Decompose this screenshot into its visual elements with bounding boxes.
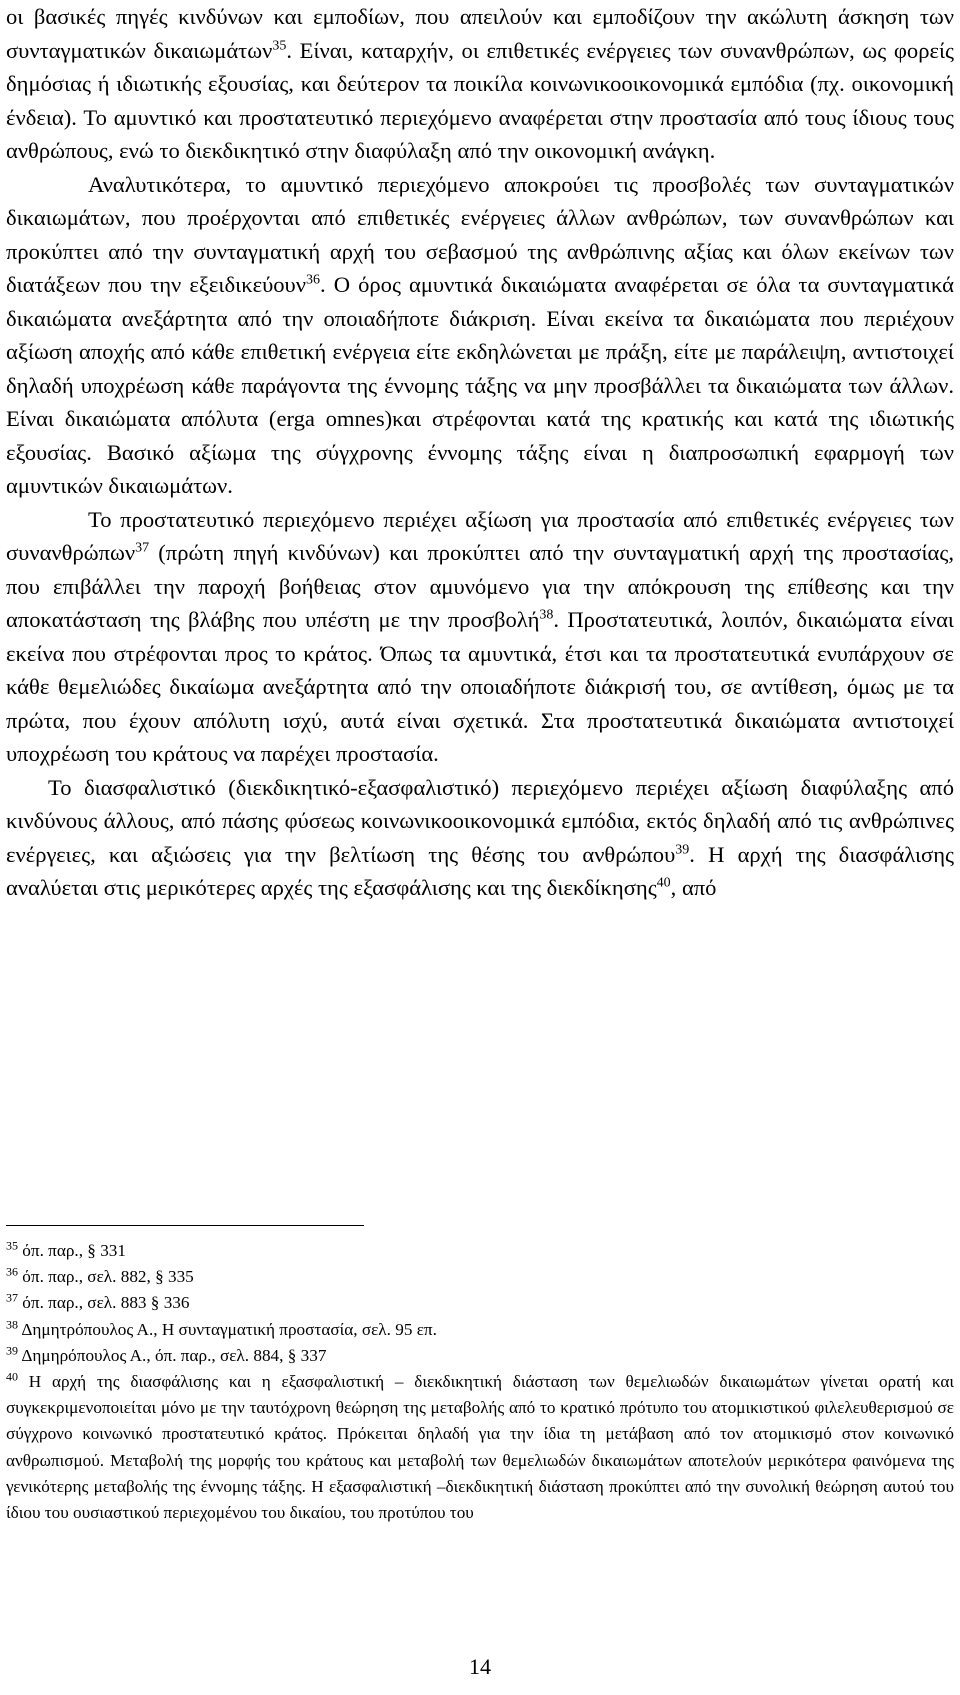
footnote	[6, 1290, 954, 1316]
text-run: Αναλυτικότερα, το αμυντικό περιεχόμενο αποκρούει τις προσβολές των συνταγματικών δικαιωμάτων, που προέρχονται από επιθετικές ενέργειες άλλων ανθρώπων, των συνανθρώπων και προκύπτει από την συνταγματική αρχή του σεβασμού της ανθρώπινης αξίας και όλων εκείνων των διατάξεων που την εξειδικεύουν	[6, 171, 954, 297]
paragraph-1	[6, 0, 954, 168]
footnote-ref-39: 39	[675, 841, 690, 857]
page-number: 14	[469, 1654, 491, 1679]
text-run: Το διασφαλιστικό (διεκδικητικό-εξασφαλιστικό) περιεχόμενο περιέχει αξίωση διαφύλαξης από κινδύνους άλλους, από πάσης φύσεως κοινωνικοοικονομικά εμπόδια, εκτός δηλαδή από τις ανθρώπινες ενέργειες, και αξιώσεις για την βελτίωση της θέσης του ανθρώπου	[6, 774, 954, 867]
footnote-text: Δημητρόπουλος Α., Η συνταγματική προστασία, σελ. 95 επ.	[21, 1319, 437, 1339]
text-run: . Η αρχή της διασφάλισης αναλύεται στις μερικότερες αρχές της εξασφάλισης και της διεκδίκησης	[6, 841, 954, 900]
footnote-number: 39	[6, 1343, 18, 1358]
footnote-text: Η αρχή της διασφάλισης και η εξασφαλιστική – διεκδικητική διάσταση των θεμελιωδών δικαιωμάτων γίνεται ορατή και συγκεκριμενοποιείται μόνο με την ταυτόχρονη θεώρηση της μεταβολής από το κρατικό πρότυπο του ατομικιστικού φιλελευθερισμού σε σύγχρονο κοινωνικό προστατευτικό κράτος. Πρόκειται δηλαδή για την ίδια τη μετάβαση από τον ατομικισμό στον κοινωνικό ανθρωπισμού. Μεταβολή της μορφής του κράτους και μεταβολή των θεμελιωδών δικαιωμάτων αποτελούν μερικότερα φαινόμενα της γενικότερης μεταβολής της έννομης τάξης. Η εξασφαλιστική –διεκδικητική διάσταση προκύπτει από την συνολική θεώρηση αυτού του ίδιου του ουσιαστικού περιεχομένου του δικαίου, του προτύπου του	[6, 1372, 954, 1523]
footnote-text: όπ. παρ., σελ. 882, § 335	[22, 1267, 194, 1287]
text-run: Το προστατευτικό περιεχόμενο περιέχει αξίωση για προστασία από επιθετικές ενέργειες των συνανθρώπων	[6, 506, 954, 565]
text-run: , από	[670, 875, 717, 900]
footnote-text: όπ. παρ., σελ. 883 § 336	[22, 1293, 190, 1313]
footnote	[6, 1264, 954, 1290]
footnote	[6, 1369, 954, 1526]
footnote-separator	[6, 1225, 364, 1226]
footnote-number: 36	[6, 1264, 18, 1279]
footnote	[6, 1343, 954, 1369]
text-run: . Είναι, καταρχήν, οι επιθετικές ενέργειες των συνανθρώπων, ως φορείς δημόσιας ή ιδιωτικής εξουσίας, και δεύτερον τα ποικίλα κοινωνικοοικονομικά εμπόδια (πχ. οικονομική ένδεια). Το αμυντικό και προστατευτικό περιεχόμενο αναφέρεται στην προστασία από τους ίδιους τους ανθρώπους, ενώ το διεκδικητικό στην διαφύλαξη από την οικονομική ανάγκη.	[6, 37, 954, 163]
text-run: (πρώτη πηγή κινδύνων) και προκύπτει από την συνταγματική αρχή της προστασίας, που επιβάλλει την παροχή βοήθειας στον αμυνόμενο για την απόκρουση της επίθεσης και την αποκατάσταση της βλάβης που υπέστη με την προσβολή	[6, 540, 954, 632]
footnote-ref-35: 35	[272, 37, 287, 53]
paragraph-2	[6, 168, 954, 503]
footnote-text: όπ. παρ., § 331	[22, 1241, 126, 1260]
footnote-ref-36: 36	[305, 272, 320, 288]
text-run: . Ο όρος αμυντικά δικαιώματα αναφέρεται σε όλα τα συνταγματικά δικαιώματα ανεξάρτητα από την οποιαδήποτε διάκριση. Είναι εκείνα τα δικαιώματα που περιέχουν αξίωση αποχής από κάθε επιθετική ενέργεια είτε εκδηλώνεται με πράξη, είτε με παράλειψη, αντιστοιχεί δηλαδή υποχρέωση κάθε παράγοντα της έννομης τάξης να μην προσβάλλει τα δικαιώματα των άλλων. Είναι δικαιώματα απόλυτα (erga omnes)και στρέφονται κατά της κρατικής και κατά της ιδιωτικής εξουσίας. Βασικό αξίωμα της σύγχρονης έννομης τάξης είναι η διαπροσωπική εφαρμογή των αμυντικών δικαιωμάτων.	[6, 272, 954, 498]
body-text	[6, 0, 954, 905]
footnote-ref-37: 37	[135, 540, 150, 556]
footnote	[6, 1317, 954, 1343]
text-run: . Προστατευτικά, λοιπόν, δικαιώματα είναι εκείνα που στρέφονται προς το κράτος. Όπως τα αμυντικά, έτσι και τα προστατευτικά ενυπάρχουν σε κάθε θεμελιώδες δικαίωμα ανεξάρτητα από την οποιαδήποτε διάκρισή του, σε αντίθεση, όμως με τα πρώτα, που έχουν απόλυτη ισχύ, αυτά είναι σχετικά. Στα προστατευτικά δικαιώματα αντιστοιχεί υποχρέωση του κράτους να παρέχει προστασία.	[6, 607, 954, 766]
footnote-text: Δημηρόπουλος Α., όπ. παρ., σελ. 884, § 337	[21, 1345, 327, 1365]
text-run: οι βασικές πηγές κινδύνων και εμποδίων, που απειλούν και εμποδίζουν την ακώλυτη άσκηση των συνταγματικών δικαιωμάτων	[6, 4, 954, 63]
footnote-number: 37	[6, 1290, 18, 1305]
footnote-number: 38	[6, 1316, 18, 1331]
footnote	[6, 1238, 954, 1264]
paragraph-3	[6, 503, 954, 771]
footnote-ref-40: 40	[656, 875, 671, 891]
footnotes	[6, 1238, 954, 1526]
footnote-ref-38: 38	[539, 607, 554, 623]
paragraph-4	[6, 771, 954, 905]
footnote-number: 40	[6, 1369, 18, 1384]
footnote-number: 35	[6, 1238, 18, 1253]
